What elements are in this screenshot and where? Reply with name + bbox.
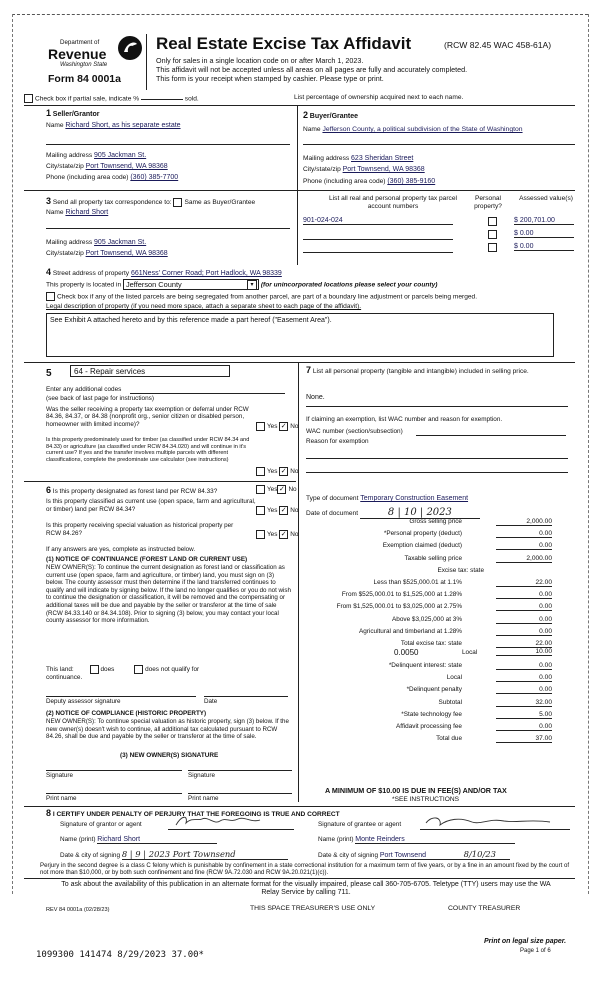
tax-row-label: From $1,525,000.01 to $3,025,000 at 2.75% xyxy=(336,603,462,611)
local-label: Local xyxy=(462,649,478,656)
if-yes-note: If any answers are yes, complete as instructed below. xyxy=(46,546,196,553)
doc-type-field[interactable]: Temporary Construction Easement xyxy=(360,495,469,502)
grantor-signature-row: Signature of grantor or agent xyxy=(60,821,142,828)
tax-row xyxy=(302,628,552,639)
deputy-date-line[interactable] xyxy=(204,696,288,697)
notice3-title: (3) NEW OWNER(S) SIGNATURE xyxy=(120,752,219,759)
deputy-signature-line[interactable] xyxy=(46,696,196,697)
tax-row-value[interactable]: 0.00 xyxy=(496,674,552,682)
grantee-name-field[interactable]: Monte Reinders xyxy=(355,836,515,844)
tax-row xyxy=(302,616,552,627)
section3-blank-line xyxy=(46,228,290,229)
parcel-personal-checkbox-2[interactable] xyxy=(488,230,497,239)
tax-row-label: Subtotal xyxy=(438,698,462,706)
page-number: Page 1 of 6 xyxy=(520,948,551,954)
buyer-city-field[interactable]: Port Townsend, WA 98368 xyxy=(342,166,425,173)
tax-row xyxy=(302,603,552,614)
exemption-no-checkbox[interactable]: ✓ xyxy=(280,423,287,430)
this-land-row: This land: does does not qualify for xyxy=(46,666,200,674)
historic-yes-checkbox[interactable] xyxy=(256,530,265,539)
tax-row-label: Gross selling price xyxy=(409,518,462,525)
tax-row xyxy=(302,591,552,602)
additional-codes-input[interactable] xyxy=(130,393,285,394)
forest-no-checkbox[interactable]: ✓ xyxy=(279,486,285,493)
additional-codes-label: Enter any additional codes xyxy=(46,386,122,393)
wac-number-label: WAC number (section/subsection) xyxy=(306,428,403,435)
tax-row-label: *State technology fee xyxy=(401,710,462,718)
ownership-pct-note: List percentage of ownership acquired next to each name. xyxy=(294,94,464,101)
parcel-value-1[interactable]: $ 200,701.00 xyxy=(514,217,574,225)
new-owner-print1-line[interactable] xyxy=(46,793,182,794)
parcel-value-3[interactable]: $ 0.00 xyxy=(514,243,574,251)
section6-rule xyxy=(24,481,296,482)
new-owner-signature1-line[interactable] xyxy=(46,770,182,771)
rev-label: REV 84 0001a (02/28/23) xyxy=(46,907,110,913)
tax-row xyxy=(302,735,552,746)
tax-row-value[interactable]: 0.00 xyxy=(496,530,552,538)
tax-row-label: *Personal property (deduct) xyxy=(383,530,462,538)
seller-phone-field[interactable]: (360) 385-7700 xyxy=(130,174,179,181)
tax-row xyxy=(302,699,552,710)
grantee-signature-field[interactable] xyxy=(420,813,570,830)
parcel-value-2[interactable]: $ 0.00 xyxy=(514,230,574,238)
minimum-notice: A MINIMUM OF $10.00 IS DUE IN FEE(S) AND/OR TAX xyxy=(325,786,507,795)
buyer-name-row: Name Jefferson County, a political subdivision of the State of Washington xyxy=(303,126,523,133)
partial-sale-checkbox[interactable] xyxy=(24,94,33,103)
doc-date-row: Date of document 8 | 10 | 2023 xyxy=(306,507,480,519)
tax-row-value[interactable]: 0.00 xyxy=(496,662,552,670)
tax-row xyxy=(302,567,552,578)
parcels-col1-header: List all real and personal property tax parcel account numbers xyxy=(329,195,457,210)
tax-row-value[interactable]: 22.00 xyxy=(496,640,552,648)
timber-yes-checkbox[interactable] xyxy=(256,467,265,476)
notice2-title: (2) NOTICE OF COMPLIANCE (HISTORIC PROPERTY) xyxy=(46,710,207,717)
legal-description-label: Legal description of property (if you need more space, attach a separate sheet to each page of the affidavit). xyxy=(46,303,362,310)
tax-row-label: *Delinquent interest: state xyxy=(388,662,462,669)
header-divider xyxy=(146,34,147,90)
section3-name-row: Name Richard Short xyxy=(46,209,109,216)
doc-type-row: Type of document Temporary Construction Easement xyxy=(306,495,469,502)
forest-yes-checkbox[interactable] xyxy=(256,485,265,494)
section8-rule xyxy=(24,806,575,807)
segregated-checkbox[interactable] xyxy=(46,292,55,301)
section4-county-row: This property is located in Jefferson County ▾ (for unincorporated locations please select your county) xyxy=(46,280,438,289)
notice1-title: (1) NOTICE OF CONTINUANCE (FOREST LAND OR CURRENT USE) xyxy=(46,556,248,563)
seller-city-field[interactable]: Port Townsend, WA 98368 xyxy=(85,163,168,170)
section-top-rule xyxy=(24,105,575,106)
signature-label-2: Signature xyxy=(188,772,215,779)
section12-divider xyxy=(297,105,298,265)
current-use-no-checkbox[interactable]: ✓ xyxy=(280,507,287,514)
tax-row-label: Total due xyxy=(436,735,462,743)
parcel-number-3[interactable] xyxy=(303,244,453,253)
tax-row xyxy=(302,662,552,673)
parcels-table xyxy=(303,217,575,257)
dept-line3: Washington State xyxy=(60,62,108,68)
new-owner-print2-line[interactable] xyxy=(188,793,292,794)
certify-row: 8 I CERTIFY UNDER PENALTY OF PERJURY THAT THE FOREGOING IS TRUE AND CORRECT xyxy=(46,808,340,818)
segregated-row: Check box if any of the listed parcels are being segregated from another parcel, are part of a boundary line adjustment or parcels being merged. xyxy=(46,292,477,301)
parcel-number-1[interactable]: 901-024-024 xyxy=(303,217,453,225)
local-rate: 0.0050 xyxy=(394,648,419,657)
does-not-checkbox[interactable] xyxy=(134,665,143,674)
tax-row-value[interactable]: 0.00 xyxy=(496,603,552,611)
tax-row-label: Exemption claimed (deduct) xyxy=(382,542,462,550)
parcel-personal-checkbox-1[interactable] xyxy=(488,217,497,226)
section3-label-row: 3 Send all property tax correspondence to: Same as Buyer/Grantee xyxy=(46,196,256,206)
tax-row-label: *Delinquent penalty xyxy=(406,686,462,694)
property-address-field[interactable]: 661Ness' Corner Road; Port Hadlock, WA 98339 xyxy=(130,270,282,277)
tax-row-label: Agricultural and timberland at 1.28% xyxy=(358,627,462,635)
grantor-date-row: Date & city of signing 8 | 9 | 2023 Port Townsend xyxy=(60,849,288,860)
chevron-down-icon: ▾ xyxy=(247,280,257,290)
perjury-notice: Perjury in the second degree is a class C felony which is punishable by confinement in a state correctional institution for a maximum term of five years, or by a fine in an amount fixed by the court of not more than $10,000, or by both such confinement and fine (RCW 9A.72.030 and RCW 9A.20.021(1)(c)). xyxy=(40,862,570,876)
signature-label-1: Signature xyxy=(46,772,73,779)
header-sub1: Only for sales in a single location code on or after March 1, 2023. xyxy=(156,56,364,65)
parcels-col3-header: Assessed value(s) xyxy=(519,195,573,202)
tax-row-value[interactable]: 2,000.00 xyxy=(496,555,552,563)
grantor-signature-field[interactable] xyxy=(168,813,294,830)
print-name-label-2: Print name xyxy=(188,795,219,802)
personal-property-value[interactable]: None. xyxy=(306,394,325,401)
footer-rule xyxy=(24,878,575,879)
same-as-buyer-checkbox[interactable] xyxy=(173,198,182,207)
reason-line-2[interactable] xyxy=(306,472,568,473)
buyer-name-field[interactable]: Jefferson County, a political subdivision of the State of Washington xyxy=(322,126,523,133)
current-use-yes-checkbox[interactable] xyxy=(256,506,265,515)
rcw-reference: (RCW 82.45 WAC 458-61A) xyxy=(444,40,552,50)
print-name-label-1: Print name xyxy=(46,795,77,802)
section4-address-row: 4 Street address of property 661Ness' Corner Road; Port Hadlock, WA 98339 xyxy=(46,267,282,277)
tax-row-value[interactable]: 2,000.00 xyxy=(496,518,552,526)
section3-mailing-field[interactable]: 905 Jackman St. xyxy=(94,239,147,246)
notice2-text: NEW OWNER(S): To continue special valuation as historic property, sign (3) below. If the new owner(s) doesn't wish to continue, all additional tax calculated pursuant to RCW 84.26, shall be due and payable by the seller or transferor at the time of sale. xyxy=(46,718,289,741)
buyer-heading: 2 Buyer/Grantee xyxy=(303,110,359,120)
tax-row-label: Local xyxy=(446,674,462,682)
dor-logo-icon xyxy=(118,36,142,60)
reason-line-1[interactable] xyxy=(306,458,568,459)
tax-row xyxy=(302,555,552,566)
section5-rule xyxy=(24,362,575,363)
seller-mailing-field[interactable]: 905 Jackman St. xyxy=(94,152,147,159)
buyer-mailing-row: Mailing address 623 Sheridan Street xyxy=(303,155,414,162)
tax-row xyxy=(302,530,552,541)
dept-line1: Department of xyxy=(60,39,100,46)
tax-row-value[interactable]: 0.00 xyxy=(496,723,552,731)
treasurer-only-label: THIS SPACE TREASURER'S USE ONLY xyxy=(250,905,376,912)
seller-heading: 1 Seller/Grantor xyxy=(46,108,100,118)
tax-row-label: Total excise tax: state xyxy=(400,640,462,647)
tax-row-value[interactable]: 32.00 xyxy=(496,699,552,707)
tax-row-value[interactable]: 0.00 xyxy=(496,542,552,550)
grantee-signature-label: Signature of grantee or agent xyxy=(318,821,402,828)
current-use-question: Is this property classified as current use (open space, farm and agricultural, or timber) land per RCW 84.34? xyxy=(46,498,256,513)
tax-row xyxy=(302,711,552,722)
forest-yes-no: Yes ✓ No xyxy=(256,485,297,494)
section7-label: 7 List all personal property (tangible and intangible) included in selling price. xyxy=(306,365,529,375)
partial-sale-label: Check box if partial sale, indicate % xyxy=(35,95,140,103)
reason-label: Reason for exemption xyxy=(306,438,369,445)
seller-city-row: City/state/zip Port Townsend, WA 98368 xyxy=(46,163,168,170)
tax-row-label: Above $3,025,000 at 3% xyxy=(392,615,462,623)
partial-sale-row xyxy=(24,94,199,103)
see-back-label: (see back of last page for instructions) xyxy=(46,395,154,402)
page-title: Real Estate Excise Tax Affidavit xyxy=(156,34,412,53)
tax-row xyxy=(302,542,552,553)
tax-row xyxy=(302,674,552,685)
tax-row-label: Excise tax: state xyxy=(437,566,484,574)
seller-name-label: Name xyxy=(46,122,64,129)
tax-row-label: Less than $525,000.01 at 1.1% xyxy=(373,579,462,586)
tax-row-value[interactable]: 37.00 xyxy=(496,735,552,743)
seller-phone-row: Phone (including area code) (360) 385-7700 xyxy=(46,174,179,181)
grantor-date-field[interactable]: 8 | 9 | 2023 Port Townsend xyxy=(122,849,288,860)
tax-row xyxy=(302,579,552,590)
right-dashed-border xyxy=(588,14,589,894)
grantee-name-row: Name (print) Monte Reinders xyxy=(318,836,515,844)
notice1-text: NEW OWNER(S): To continue the current designation as forest land or classification as current use (open space, farm and agriculture, or timber) land, you must sign on (3) below. The county assessor must then determine if the land transferred continues to qualify and will indicate by signing below. If the land no longer qualifies or you do not wish to continue the designation or classification, it will be removed and the compensating or additional taxes will be due and payable by the seller or transferor at the time of sale (RCW 84.33.140 or 84.34.108). Prior to signing (3) below, you may contact your local county assessor for more information. xyxy=(46,564,291,625)
tax-row-label: Affidavit processing fee xyxy=(396,723,462,730)
tax-row-label: From $525,000.01 to $1,525,000 at 1.28% xyxy=(341,591,462,599)
deputy-date-label: Date xyxy=(204,698,218,705)
use-code-select[interactable]: 64 - Repair services xyxy=(70,365,230,377)
doc-date-field[interactable]: 8 | 10 | 2023 xyxy=(360,507,480,519)
local-tax-value[interactable]: 10.00 xyxy=(496,648,552,656)
grantee-signature-scribble xyxy=(420,813,570,829)
historic-no-checkbox[interactable]: ✓ xyxy=(280,531,287,538)
section57-divider xyxy=(298,362,299,802)
buyer-mailing-field[interactable]: 623 Sheridan Street xyxy=(351,155,414,162)
dept-line2: Revenue xyxy=(48,46,107,62)
tax-row-value[interactable]: 22.00 xyxy=(496,579,552,587)
header-sub3: This form is your receipt when stamped by cashier. Please type or print. xyxy=(156,74,384,83)
does-checkbox[interactable] xyxy=(90,665,99,674)
historic-question: Is this property receiving special valuation as historical property per RCW 84.26? xyxy=(46,522,234,537)
county-note: (for unincorporated locations please select your county) xyxy=(260,281,438,289)
tax-row-label: Taxable selling price xyxy=(404,554,462,562)
form-number: Form 84 0001a xyxy=(48,73,121,85)
alt-format-notice: To ask about the availability of this publication in an alternate format for the visually impaired, please call 360-705-6705. Teletype (TTY) users may use the WA Relay Service by calling 711. xyxy=(61,881,551,896)
tax-row xyxy=(302,686,552,697)
exemption-yes-checkbox[interactable] xyxy=(256,422,265,431)
timber-no-checkbox[interactable]: ✓ xyxy=(280,468,287,475)
wac-number-input[interactable] xyxy=(416,435,566,436)
grantor-name-row: Name (print) Richard Short xyxy=(60,836,217,844)
section7-blank-line xyxy=(306,406,568,407)
tax-row-value[interactable]: 0.00 xyxy=(496,591,552,599)
print-legal-note: Print on legal size paper. xyxy=(484,938,567,945)
grantee-date-field[interactable]: 8/10/23 xyxy=(450,849,510,860)
deputy-label: Deputy assessor signature xyxy=(46,698,121,705)
buyer-blank-line xyxy=(303,144,575,145)
seller-name-row xyxy=(46,122,290,129)
exemption-claim-label: If claiming an exemption, list WAC number and reason for exemption. xyxy=(306,416,503,423)
exemption-yes-no: Yes ✓ No xyxy=(256,422,298,431)
tax-row-value[interactable]: 0.00 xyxy=(496,686,552,694)
grantor-signature-scribble xyxy=(168,813,294,829)
section3-city-field[interactable]: Port Townsend, WA 98368 xyxy=(85,250,168,257)
timber-yes-no: Yes ✓ No xyxy=(256,467,298,476)
partial-sale-percent-input[interactable] xyxy=(141,99,183,100)
buyer-city-row: City/state/zip Port Townsend, WA 98368 xyxy=(303,166,425,173)
section3-city-row: City/state/zip Port Townsend, WA 98368 xyxy=(46,250,168,257)
seller-name-field[interactable]: Richard Short, as his separate estate xyxy=(65,122,181,129)
legal-description-field[interactable]: See Exhibit A attached hereto and by this reference made a part hereof ("Easement Area"). xyxy=(46,313,554,357)
tax-row-value[interactable]: 0.00 xyxy=(496,616,552,624)
exemption-question: Was the seller receiving a property tax exemption or deferral under RCW 84.36, 84.37, or 84.38 (nonprofit org., senior citizen or disabled person, homeowner with limited income)? xyxy=(46,406,249,428)
parcel-personal-checkbox-3[interactable] xyxy=(488,243,497,252)
seller-blank-line xyxy=(46,144,290,145)
buyer-phone-field[interactable]: (360) 385-9160 xyxy=(387,178,436,185)
continuance-label: continuance. xyxy=(46,674,83,681)
tax-row xyxy=(302,518,552,529)
grantee-date-row: Date & city of signing Port Townsend 8/10/23 xyxy=(318,849,510,860)
county-select[interactable]: Jefferson County ▾ xyxy=(123,279,259,290)
top-dashed-border xyxy=(12,14,588,15)
tax-row-value[interactable]: 0.00 xyxy=(496,628,552,636)
grantor-name-field[interactable]: Richard Short xyxy=(97,836,217,844)
historic-yes-no: Yes ✓ No xyxy=(256,530,298,539)
timber-question: Is this property predominately used for timber (as classified under RCW 84.34 and 84.33) or agriculture (as classified under RCW 84.34.020) and will continue in it's current use? If yes and the transfer involves multiple parcels with different classifications, complete the predominate use calculator (see instructions) xyxy=(46,437,250,463)
new-owner-signature2-line[interactable] xyxy=(188,770,292,771)
buyer-phone-row: Phone (including area code) (360) 385-9160 xyxy=(303,178,436,185)
sold-label: sold. xyxy=(184,95,199,103)
seller-mailing-row: Mailing address 905 Jackman St. xyxy=(46,152,147,159)
tax-row xyxy=(302,723,552,734)
section3-rule xyxy=(24,190,575,191)
parcel-number-2[interactable] xyxy=(303,231,453,240)
parcels-col2-header: Personal property? xyxy=(474,195,502,210)
forest-question-row: 6 Is this property designated as forest land per RCW 84.33? xyxy=(46,485,218,495)
county-treasurer-label: COUNTY TREASURER xyxy=(448,905,521,912)
cashier-stamp: 1099300 141474 8/29/2023 37.00* xyxy=(36,950,204,960)
section3-name-field[interactable]: Richard Short xyxy=(65,209,109,216)
left-dashed-border xyxy=(12,14,13,894)
current-use-yes-no: Yes ✓ No xyxy=(256,506,298,515)
grantee-city-field[interactable]: Port Townsend xyxy=(380,852,450,860)
section3-mailing-row: Mailing address 905 Jackman St. xyxy=(46,239,147,246)
section5-number: 5 xyxy=(46,368,52,379)
tax-row-value[interactable]: 5.00 xyxy=(496,711,552,719)
header-sub2: This affidavit will not be accepted unless all areas on all pages are fully and accurately completed. xyxy=(156,65,468,74)
see-instructions: *SEE INSTRUCTIONS xyxy=(392,796,460,803)
